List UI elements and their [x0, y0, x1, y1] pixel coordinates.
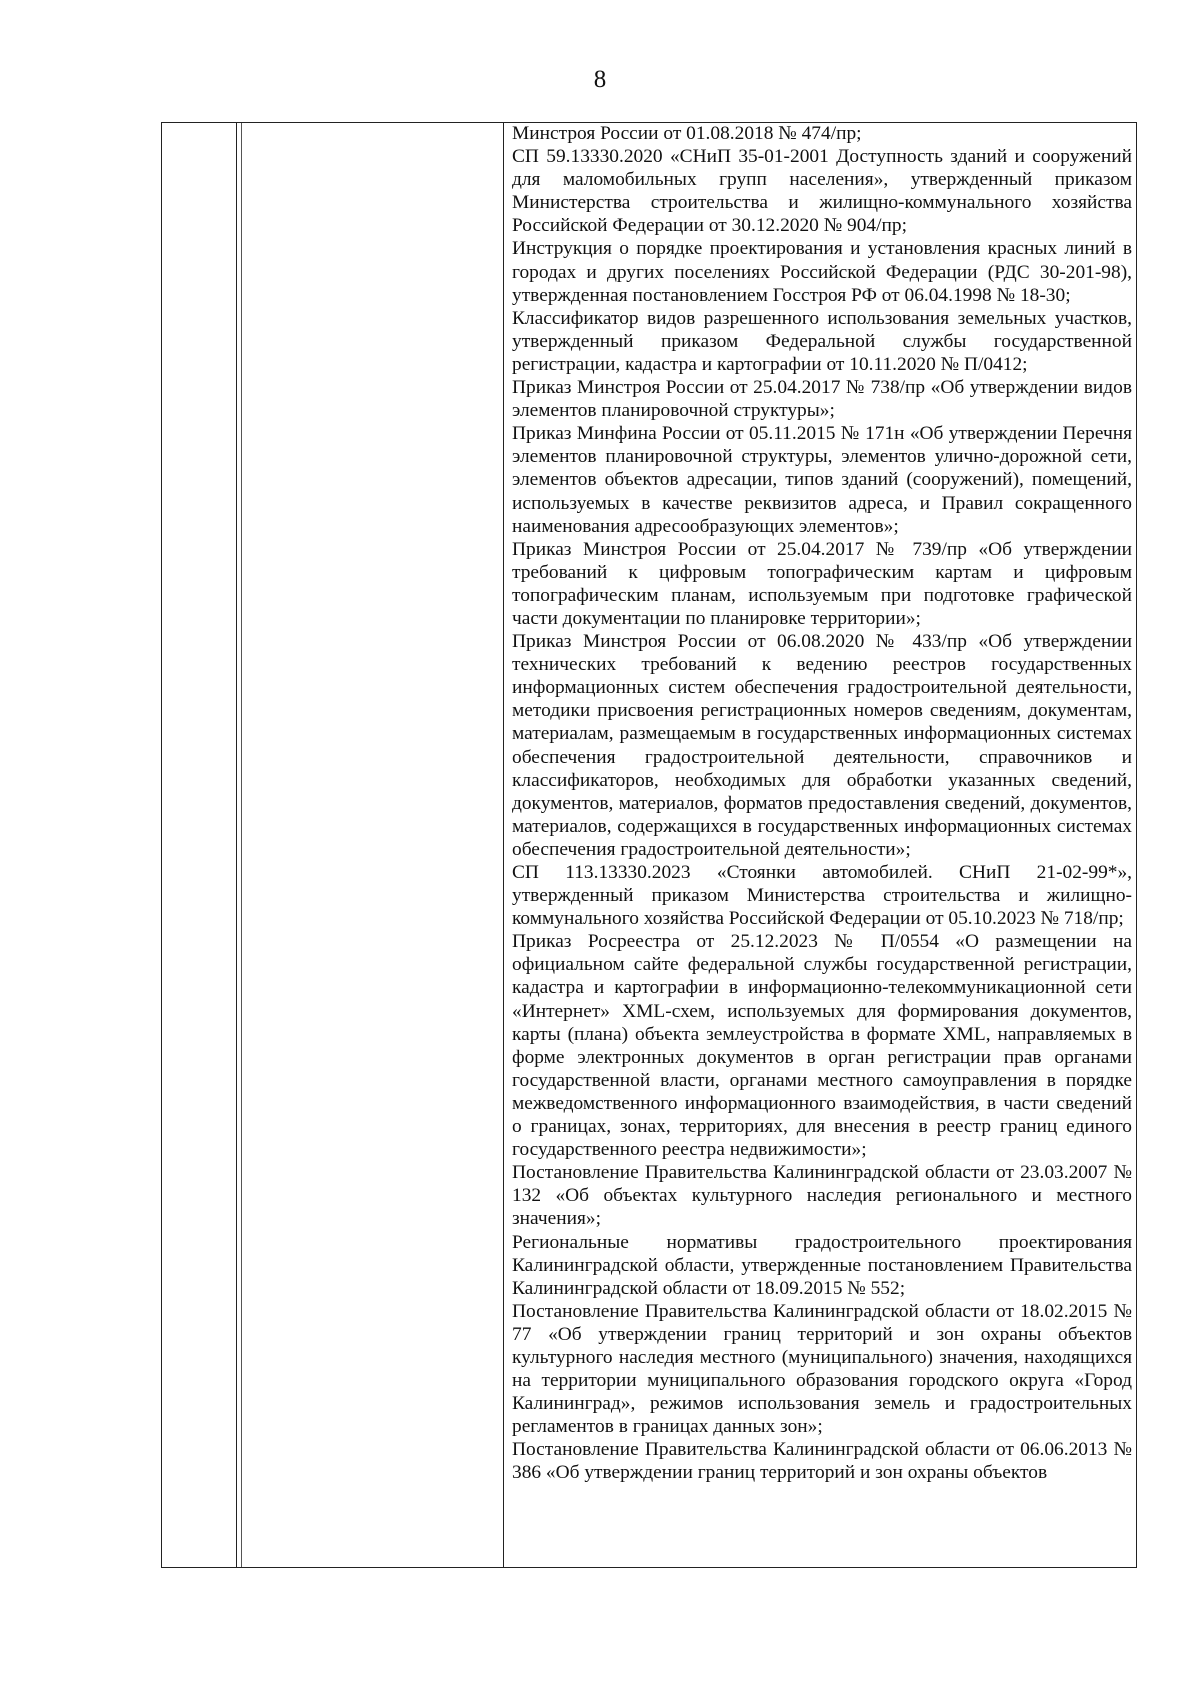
regulation-paragraph: СП 59.13330.2020 «СНиП 35-01-2001 Доступность зданий и сооружений для маломобильных групп населения», утвержденный приказом Министерства строительства и жилищно-коммунального хозяйства Российской Федерации от 30.12.2020 № 904/пр; — [512, 146, 1132, 237]
page-number: 8 — [593, 66, 607, 93]
regulation-paragraph: СП 113.13330.2023 «Стоянки автомобилей. СНиП 21-02-99*», утвержденный приказом Министерства строительства и жилищно-коммунального хозяйства Российской Федерации от 05.10.2023 № 718/пр; — [512, 862, 1132, 930]
regulation-paragraph: Приказ Минстроя России от 06.08.2020 № 433/пр «Об утверждении технических требований к ведению реестров государственных информационных систем обеспечения градостроительной деятельности, методики присвоения регистрационных номеров сведениям, документам, материалам, размещаемым в государственных информационных системах обеспечения градостроительной деятельности, справочников и классификаторов, необходимых для обработки указанных сведений, документов, материалов, форматов предоставления сведений, документов, материалов, содержащихся в государственных информационных системах обеспечения градостроительной деятельности»; — [512, 631, 1132, 860]
regulation-paragraph: Приказ Минстроя России от 25.04.2017 № 738/пр «Об утверждении видов элементов планировочной структуры»; — [512, 377, 1132, 422]
regulation-paragraph: Инструкция о порядке проектирования и установления красных линий в городах и других поселениях Российской Федерации (РДС 30-201-98), утвержденная постановлением Госстроя РФ от 06.04.1998 № 18-30; — [512, 238, 1132, 306]
regulation-paragraph: Минстроя России от 01.08.2018 № 474/пр; — [512, 123, 862, 144]
regulation-paragraph: Постановление Правительства Калининградской области от 06.06.2013 № 386 «Об утверждении границ территорий и зон охраны объектов — [512, 1439, 1132, 1484]
table-column-divider — [241, 123, 242, 1567]
document-table — [161, 122, 1137, 1568]
regulation-paragraph: Постановление Правительства Калининградской области от 23.03.2007 № 132 «Об объектах культурного наследия регионального и местного значения»; — [512, 1162, 1132, 1230]
table-column-divider — [503, 123, 504, 1567]
regulation-paragraph: Приказ Минфина России от 05.11.2015 № 171н «Об утверждении Перечня элементов планировочной структуры, элементов улично-дорожной сети, элементов объектов адресации, типов зданий (сооружений), помещений, используемых в качестве реквизитов адреса, и Правил сокращенного наименования адресообразующих элементов»; — [512, 423, 1132, 537]
regulation-paragraph: Постановление Правительства Калининградской области от 18.02.2015 № 77 «Об утверждении границ территорий и зон охраны объектов культурного наследия местного (муниципального) значения, находящихся на территории муниципального образования городского округа «Город Калининград», режимов использования земель и градостроительных регламентов в границах данных зон»; — [512, 1300, 1132, 1438]
regulation-paragraph: Региональные нормативы градостроительного проектирования Калининградской области, утвержденные постановлением Правительства Калининградской области от 18.09.2015 № 552; — [512, 1231, 1132, 1299]
table-column-divider — [236, 123, 237, 1567]
regulation-paragraph: Классификатор видов разрешенного использования земельных участков, утвержденный приказом Федеральной службы государственной регистрации, кадастра и картографии от 10.11.2020 № П/0412; — [512, 307, 1132, 375]
regulation-paragraph: Приказ Росреестра от 25.12.2023 № П/0554 «О размещении на официальном сайте федеральной службы государственной регистрации, кадастра и картографии в информационно-телекоммуникационной сети «Интернет» XML-схем, используемых для формирования документов, карты (плана) объекта землеустройства в формате XML, направляемых в форме электронных документов в орган регистрации прав органами государственной власти, органами местного самоуправления в порядке межведомственного информационного взаимодействия, в части сведений о границах, зонах, территориях, для внесения в реестр границ единого государственного реестра недвижимости»; — [512, 931, 1132, 1161]
table-cell-content — [512, 122, 1132, 1485]
regulation-paragraph: Приказ Минстроя России от 25.04.2017 № 739/пр «Об утверждении требований к цифровым топографическим картам и цифровым топографическим планам, используемым при подготовке графической части документации по планировке территории»; — [512, 538, 1132, 629]
